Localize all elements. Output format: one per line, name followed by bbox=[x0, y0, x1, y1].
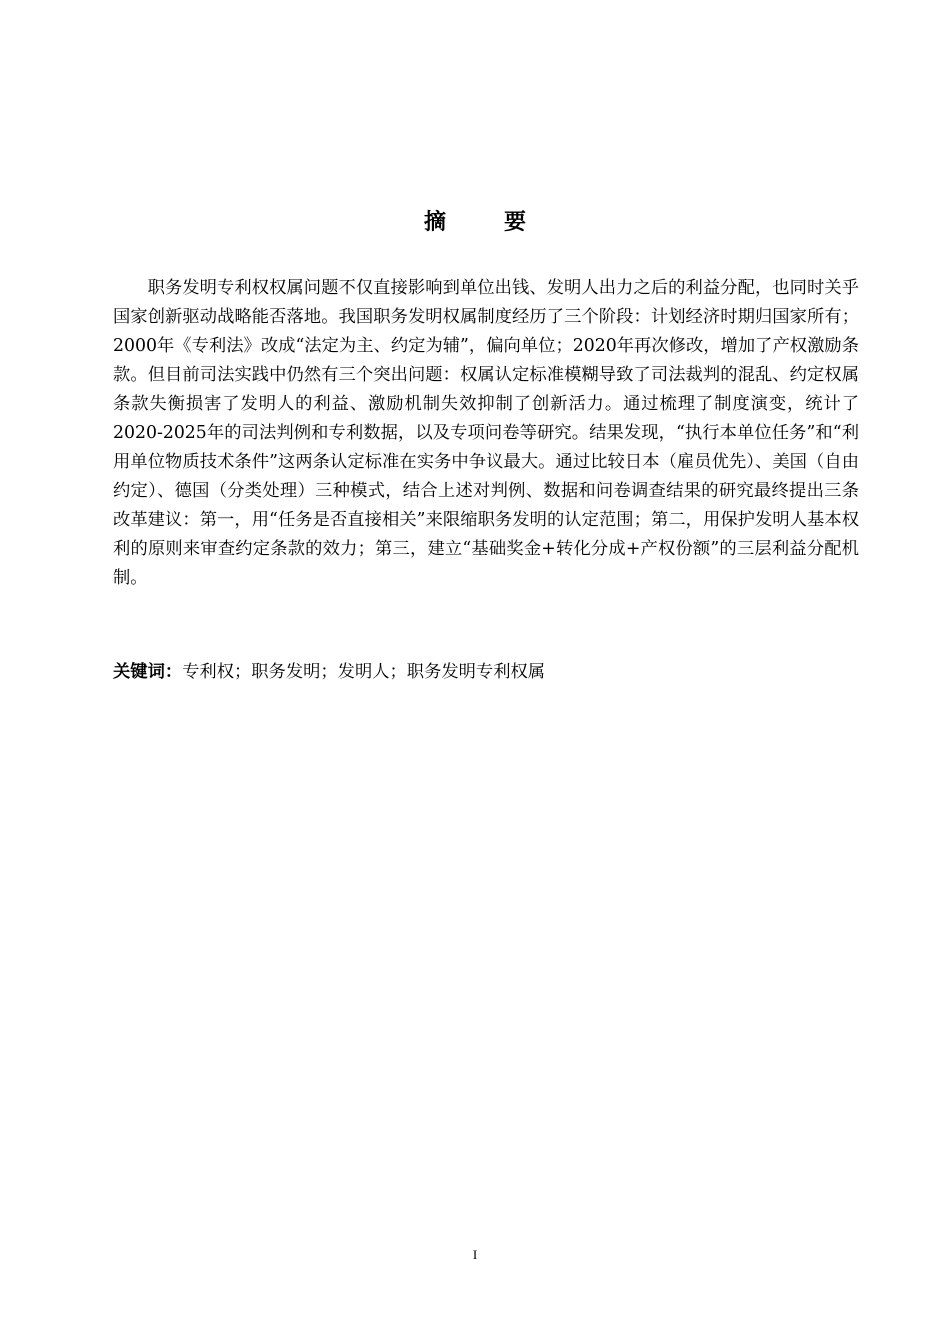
abstract-body: 职务发明专利权权属问题不仅直接影响到单位出钱、发明人出力之后的利益分配，也同时关乎国家创新驱动战略能否落地。我国职务发明权属制度经历了三个阶段：计划经济时期归国家所有；2000年《专利法》改成“法定为主、约定为辅”，偏向单位；2020年再次修改，增加了产权激励条款。但目前司法实践中仍然有三个突出问题：权属认定标准模糊导致了司法裁判的混乱、约定权属条款失衡损害了发明人的利益、激励机制失效抑制了创新活力。通过梳理了制度演变，统计了2020-2025年的司法判例和专利数据，以及专项问卷等研究。结果发现，“执行本单位任务”和“利用单位物质技术条件”这两条认定标准在实务中争议最大。通过比较日本（雇员优先）、美国（自由约定）、德国（分类处理）三种模式，结合上述对判例、数据和问卷调查结果的研究最终提出三条改革建议：第一，用“任务是否直接相关”来限缩职务发明的认定范围；第二，用保护发明人基本权利的原则来审查约定条款的效力；第三，建立“基础奖金+转化分成+产权份额”的三层利益分配机制。 bbox=[113, 278, 859, 588]
abstract-title: 摘要 bbox=[423, 210, 584, 235]
page-number: I bbox=[472, 1247, 478, 1262]
keywords-line bbox=[113, 658, 859, 687]
keywords-label: 关键词： bbox=[113, 662, 183, 682]
keywords-list: 专利权；职务发明；发明人；职务发明专利权属 bbox=[182, 662, 546, 682]
